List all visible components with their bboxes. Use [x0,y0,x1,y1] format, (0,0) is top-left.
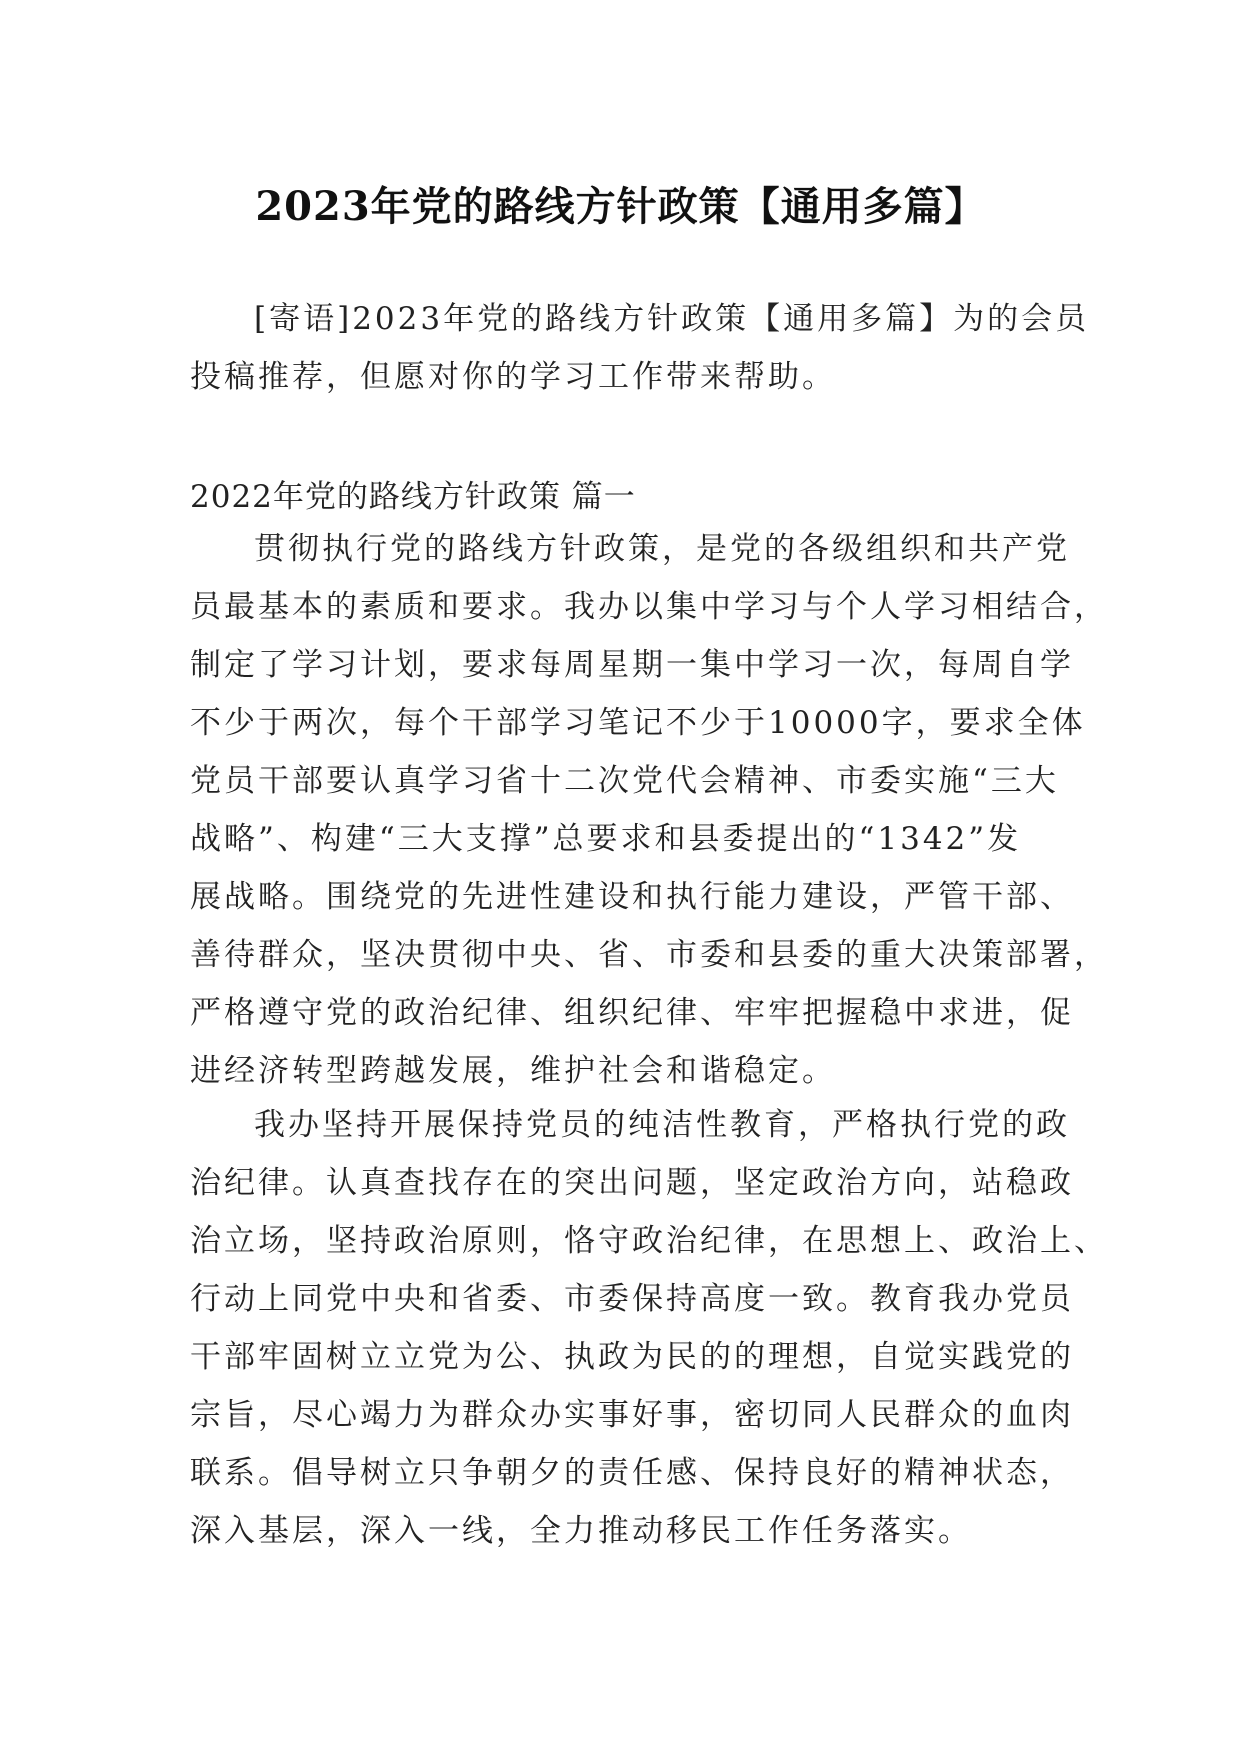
paragraph-line: 行动上同党中央和省委、市委保持高度一致。教育我办党员 [190,1281,1074,1317]
intro-line: 投稿推荐，但愿对你的学习工作带来帮助。 [190,359,836,395]
paragraph-line: 战略”、构建“三大支撑”总要求和县委提出的“1342”发 [190,821,1022,857]
paragraph-line: 联系。倡导树立只争朝夕的责任感、保持良好的精神状态， [190,1455,1074,1491]
paragraph-line: 进经济转型跨越发展，维护社会和谐稳定。 [190,1053,836,1089]
paragraph-line: 不少于两次，每个干部学习笔记不少于10000字，要求全体 [190,705,1086,741]
paragraph-line: 员最基本的素质和要求。我办以集中学习与个人学习相结合， [190,589,1108,625]
paragraph-line: 治立场，坚持政治原则，恪守政治纪律，在思想上、政治上、 [190,1223,1108,1259]
paragraph-line: 展战略。围绕党的先进性建设和执行能力建设，严管干部、 [190,879,1074,915]
paragraph-line: 党员干部要认真学习省十二次党代会精神、市委实施“三大 [190,763,1059,799]
intro-line: [寄语]2023年党的路线方针政策【通用多篇】为的会员 [254,301,1090,337]
paragraph-line: 制定了学习计划，要求每周星期一集中学习一次，每周自学 [190,647,1074,683]
paragraph-line: 宗旨，尽心竭力为群众办实事好事，密切同人民群众的血肉 [190,1397,1074,1433]
intro-paragraph [190,290,1090,406]
paragraph-1 [190,520,1108,1100]
paragraph-line: 治纪律。认真查找存在的突出问题，坚定政治方向，站稳政 [190,1165,1074,1201]
paragraph-line: 严格遵守党的政治纪律、组织纪律、牢牢把握稳中求进，促 [190,995,1074,1031]
paragraph-line: 干部牢固树立立党为公、执政为民的的理想，自觉实践党的 [190,1339,1074,1375]
document-title: 2023年党的路线方针政策【通用多篇】 [255,182,986,230]
paragraph-line: 善待群众，坚决贯彻中央、省、市委和县委的重大决策部署， [190,937,1108,973]
paragraph-line: 贯彻执行党的路线方针政策，是党的各级组织和共产党 [254,531,1070,567]
paragraph-2 [190,1096,1108,1560]
section-heading: 2022年党的路线方针政策 篇一 [190,479,636,515]
paragraph-line: 深入基层，深入一线，全力推动移民工作任务落实。 [190,1513,972,1549]
paragraph-line: 我办坚持开展保持党员的纯洁性教育，严格执行党的政 [254,1107,1070,1143]
